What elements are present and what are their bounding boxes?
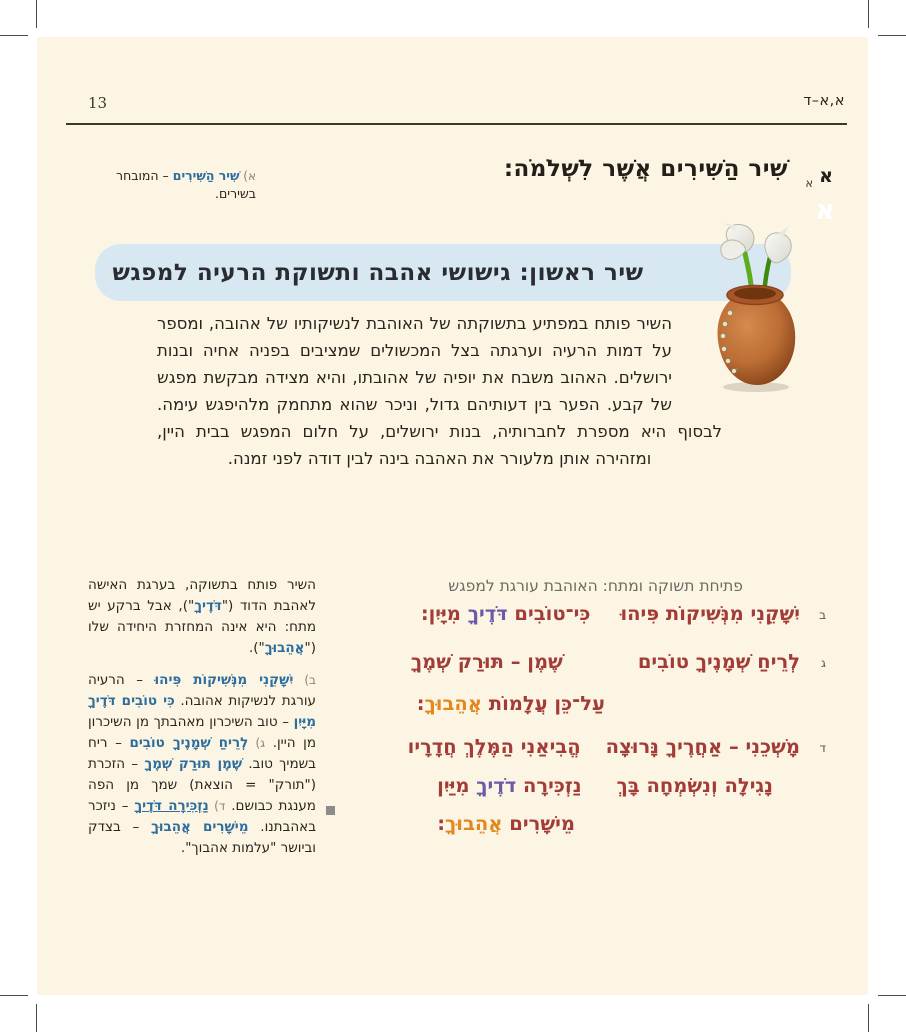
verse-number-bet: ב xyxy=(819,608,826,622)
commentary-paragraph: השיר פותח בתשוקה, בערגת האישה לאהבת הדוד ("דֹּדֶיךָ"), אבל ברקע יש מתח: היא אינה המחזרת היחידה שלו ("אֲהֵבוּךָ"). xyxy=(88,577,316,656)
intro-paragraph xyxy=(157,310,722,472)
chapter-ornament-letter: א xyxy=(815,195,835,226)
verse-hemistich: לְרֵיחַ שְׁמָנֶיךָ טוֹבִים xyxy=(637,650,800,673)
verses-block xyxy=(330,597,826,841)
intro-text: השיר פותח במפתיע בתשוקתה של האוהבת לנשיקותיו של אהובה, ומספר על דמות הרעיה וערגתה בצל המכשולים שמציבים בפניה אחיה ובנות ירושלים. האהוב משבח את יופיה של אהובתו, והיא מצידה מבקשת מפגש של קבע. הפער בין דעותיהם גדול, וניכר שהוא מתחמק מלהיפגש עימה. לבסוף היא מספרת לחברותיה, בנות ירושלים, על חלום המפגש בבית היין, ומזהירה אותן מלעורר את האהבה בינה לבין דודה לפני זמנה. xyxy=(157,314,722,468)
verse-row xyxy=(330,687,800,721)
bible-verse-text: שִׁיר הַשִּׁירִים אֲשֶׁר לִשְׁלֹמֹה: xyxy=(503,156,788,182)
crop-mark-bottom-left-v xyxy=(36,1004,37,1032)
verse-hemistich: הֱבִיאַנִי הַמֶּלֶךְ חֲדָרָיו xyxy=(407,735,581,758)
verse-hemistich: מֵישָׁרִים אֲהֵבוּךָ: xyxy=(437,812,575,835)
calla-lily-bloom xyxy=(765,233,791,263)
verse-row xyxy=(330,645,826,679)
header-rule xyxy=(66,123,847,125)
flower-vase-illustration xyxy=(700,223,810,395)
verse-hemistich: נַזְכִּירָה דֹדֶיךָ מִיַּיִן xyxy=(437,774,582,797)
verse-row xyxy=(330,730,826,764)
verse-hemistich: מָשְׁכֵנִי – אַחֲרֶיךָ נָּרוּצָה xyxy=(605,735,800,758)
crop-mark-bottom-right-h xyxy=(878,995,906,996)
verse-number-gimel: ג xyxy=(821,656,826,670)
verse-hemistich: נָגִילָה וְנִשְׂמְחָה בָּךְ xyxy=(616,774,773,797)
verse-marker: א xyxy=(805,176,813,190)
crop-mark-top-right-v xyxy=(868,0,869,28)
verse-row xyxy=(330,807,800,841)
section-end-bullet xyxy=(326,806,335,815)
chapter-verse-reference: א,א–ד xyxy=(803,93,845,109)
verse-hemistich: שֶׁמֶן – תּוּרַק שְׁמֶךָ xyxy=(410,650,563,673)
verse-hemistich: כִּי־טוֹבִים דֹּדֶיךָ מִיָּיִן: xyxy=(420,602,591,625)
verse-row xyxy=(330,597,826,631)
verse-hemistich: יִשָּׁקֵנִי מִנְּשִׁיקוֹת פִּיהוּ xyxy=(620,602,800,625)
page-number: 13 xyxy=(88,94,108,112)
book-page xyxy=(37,37,868,995)
pot-opening xyxy=(734,288,776,300)
crop-mark-bottom-left-h xyxy=(0,995,28,996)
passage-heading: פתיחת תשוקה ומתח: האוהבת עורגת למפגש xyxy=(448,577,743,595)
crop-mark-top-left-h xyxy=(0,35,28,36)
song-title: שיר ראשון: גישושי אהבה ותשוקת הרעיה למפגש xyxy=(112,259,644,286)
crop-mark-top-right-h xyxy=(878,35,906,36)
crop-mark-top-left-v xyxy=(36,0,37,28)
sidenote-commentary: א) שִׁיר הַשִּׁירִים – המובחר בשירים. xyxy=(116,168,256,201)
commentary-paragraph: ב) יִשָּׁקֵנִי מִנְּשִׁיקוֹת פִּיהוּ – הרעיה עורגת לנשיקות אהובה. כִּי טוֹבִים דֹּדֶיךָ מִיָּיִן – טוב השיכרון מאהבתך מן השיכרון מן היין. ג) לְרֵיחַ שְׁמָנֶיךָ טוֹבִים – ריח בשמיך טוב. שֶׁמֶן תּוּרַק שְׁמֶךָ – הזכרת ("תורק" = הוצאת) שמך מן הפה מענגת כבושם. ד) נַזְכִּירָה דֹּדֶיךָ – ניזכר באהבתנו. מֵישָׁרִים אֲהֵבוּךָ – בצדק וביושר "עלמות אהבוך". xyxy=(88,672,317,856)
song-title-banner xyxy=(95,244,791,301)
crop-mark-bottom-right-v xyxy=(868,1004,869,1032)
verse-number-dalet: ד xyxy=(819,741,826,755)
commentary-column xyxy=(88,575,316,870)
verse-row xyxy=(330,769,800,803)
verse-hemistich: עַל־כֵּן עֲלָמוֹת אֲהֵבוּךָ: xyxy=(416,692,605,715)
chapter-marker: א xyxy=(819,165,833,187)
